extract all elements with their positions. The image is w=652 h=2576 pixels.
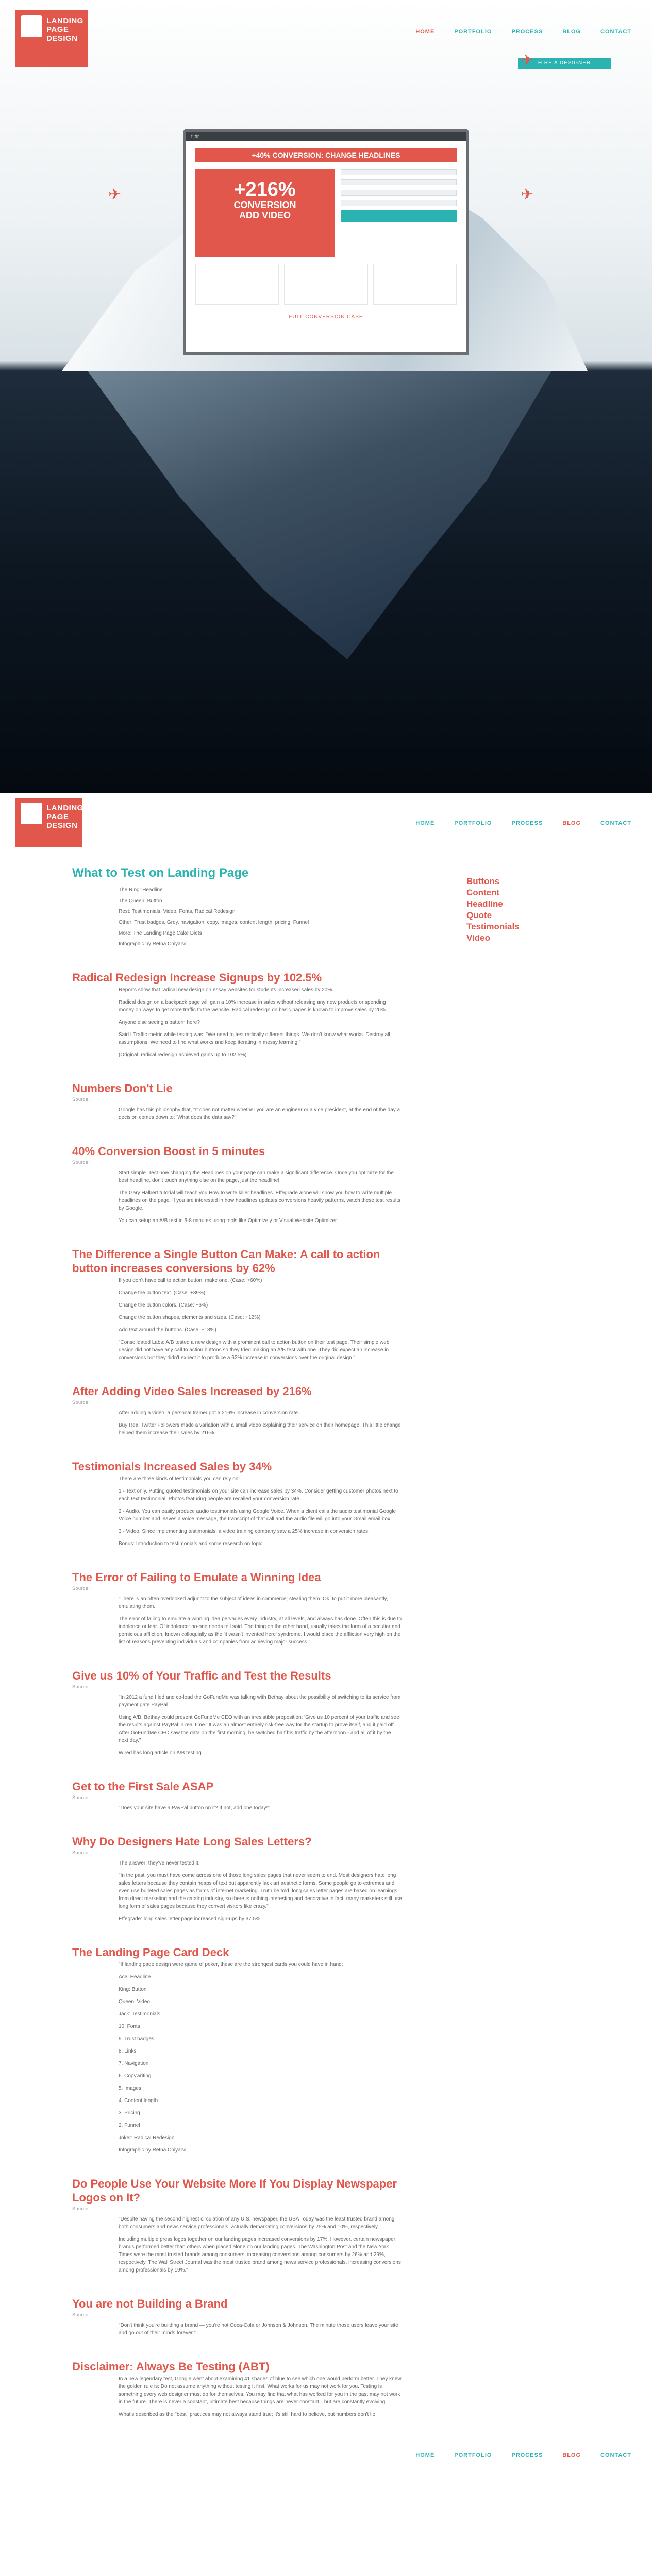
section-paragraph: After adding a video, a personal trainer got a 216% increase in conversion rate. [119, 1410, 299, 1416]
section-body [119, 1804, 402, 1812]
section-paragraph: What's described as the "best" practices may not always stand true; it's still hard to believe, but numbers don't lie. [119, 2412, 377, 2417]
section-heading: The Landing Page Card Deck [72, 1946, 229, 1959]
section-heading: Give us 10% of Your Traffic and Test the Results [72, 1669, 331, 1682]
logo-text [46, 804, 83, 830]
section-paragraph: 7. Navigation [119, 2061, 149, 2066]
section-source[interactable]: Source: [72, 1097, 90, 1102]
section-body [119, 1106, 402, 1122]
nav-blog[interactable]: BLOG [562, 29, 581, 35]
section-paragraph: Reports show that radical new design on essay websites for students increased sales by 20%. [119, 987, 333, 993]
hero-section [0, 0, 652, 793]
section-heading: The Difference a Single Button Can Make: A call to action button increases conversions by 62% [72, 1248, 380, 1275]
section-paragraph: Using A/B, Bethay could present GoFundMe CEO with an irresistible proposition: 'Give us 10 percent of your traffic and see the results against PayPal in real time.' It was an almost entirely risk-free way for the startup to prove itself, and it paid off. After GoFundMe CEO saw the data on the first morning, he switched half his traffic by the afternoon - and all of it by the next day." [119, 1715, 399, 1743]
section-heading: Do People Use Your Website More If You Display Newspaper Logos on It? [72, 2177, 397, 2204]
section-paragraph: If you don't have call to action button, make one. (Case: +60%) [119, 1278, 262, 1283]
main-content [0, 850, 652, 2418]
section-paragraph: Joker: Radical Redesign [119, 2135, 175, 2141]
mockup-body [195, 169, 457, 257]
article-section [72, 1780, 402, 1812]
section-heading: Get to the First Sale ASAP [72, 1780, 214, 1793]
section-heading: The Error of Failing to Emulate a Winning Idea [72, 1571, 321, 1584]
logo-mark-icon [21, 15, 42, 37]
section-paragraph: Google has this philosophy that, "It does not matter whether you are an engineer or a vice president, at the end of the day a decision comes down to: 'What does the data say?'" [119, 1107, 400, 1121]
section-body [119, 1169, 402, 1225]
logo-line-3: DESIGN [46, 821, 78, 830]
section-paragraph: 3 - Video. Since implementing testimonials, a video training company saw a 25% increase in conversion rates. [119, 1529, 370, 1534]
nav-process[interactable]: PROCESS [511, 29, 543, 35]
nav-contact[interactable]: CONTACT [600, 820, 631, 826]
section-body [119, 1859, 402, 1923]
article-section [72, 1570, 402, 1646]
mockup-field [341, 190, 457, 196]
intro-line: The Queen: Button [119, 898, 162, 904]
nav-contact[interactable]: CONTACT [600, 2452, 631, 2459]
section-paragraph: Anyone else seeing a pattern here? [119, 1020, 200, 1025]
section-body [119, 1961, 402, 2154]
logo[interactable] [15, 10, 88, 67]
logo-mark-icon [21, 803, 42, 824]
mockup-feature [373, 264, 457, 305]
article-section [72, 1081, 402, 1122]
mockup-feature [195, 264, 279, 305]
article-section [72, 2360, 402, 2418]
article-intro [72, 886, 402, 948]
section-source[interactable]: Source: [72, 1400, 90, 1405]
section-paragraph: 8. Links [119, 2048, 137, 2054]
section-heading: Testimonials Increased Sales by 34% [72, 1460, 272, 1473]
section-paragraph: Effegrade: long sales letter page increased sign-ups by 37.5% [119, 1916, 260, 1922]
article-section [72, 1669, 402, 1757]
section-body [119, 2215, 402, 2274]
section-source[interactable]: Source: [72, 1850, 90, 1855]
section-heading: Radical Redesign Increase Signups by 102.5% [72, 971, 322, 984]
section-paragraph: Change the button shapes, elements and sizes. (Case: +12%) [119, 1315, 261, 1320]
tag-link[interactable]: Buttons [466, 876, 500, 886]
tag-link[interactable]: Headline [466, 899, 503, 909]
section-source[interactable]: Source: [72, 2206, 90, 2211]
mockup-browser-bar: tl;dr [186, 132, 466, 141]
section-body [119, 1277, 402, 1362]
section-body [119, 2375, 402, 2418]
section-paragraph: The answer: they've never tested it. [119, 1860, 200, 1866]
section-heading: Why Do Designers Hate Long Sales Letters? [72, 1835, 312, 1848]
section-paragraph: King: Button [119, 1987, 147, 1992]
section-paragraph: Queen: Video [119, 1999, 150, 2005]
article [72, 866, 402, 2418]
section-paragraph: Bonus: Introduction to testimonials and some research on topic. [119, 1541, 264, 1547]
footer-nav [415, 2452, 631, 2459]
hire-designer-banner[interactable]: HIRE A DESIGNER [518, 58, 611, 69]
intro-credit: Infographic by Retna Chiyarvi [119, 941, 187, 947]
site-footer [0, 2441, 652, 2472]
section-body [119, 986, 402, 1059]
intro-line: Other: Trust badges, Grey, navigation, copy, images, content length, pricing, Funnel [119, 920, 309, 925]
tag-link[interactable]: Content [466, 888, 500, 897]
section-paragraph: Buy Real Twitter Followers made a variation with a small video explaining their service on their homepage. This little change helped them increase their sales by 216%. [119, 1422, 401, 1436]
intro-link[interactable]: More: The Landing Page Cake Diets [119, 930, 202, 936]
section-source[interactable]: Source: [72, 1160, 90, 1165]
section-paragraph: Start simple. Test how changing the Headlines on your page can make a significant difference. Once you optimize for the best headline, don't touch anything else on the page, just the headline! [119, 1170, 394, 1183]
section-heading: 40% Conversion Boost in 5 minutes [72, 1145, 265, 1158]
section-paragraph: "There is an often overlooked adjunct to the subject of ideas in commerce; stealing them. Ok, to put it more pleasantly, emulating them. [119, 1596, 388, 1609]
nav-blog[interactable]: BLOG [562, 820, 581, 826]
intro-line: The Ring: Headline [119, 887, 163, 893]
section-paragraph: Ace: Headline [119, 1974, 151, 1980]
nav-contact[interactable]: CONTACT [600, 29, 631, 35]
airplane-icon: ✈ [521, 186, 534, 203]
logo-text [46, 16, 83, 43]
article-section [72, 1835, 402, 1923]
section-paragraph: Radical design on a backpack page will gain a 10% increase in sales without releasing any new products or spending money on ways to get more traffic to the website. Radical redesign on basic pages is known to improve sales by 20%. [119, 999, 387, 1013]
section-body [119, 2321, 402, 2337]
article-section [72, 2297, 402, 2337]
logo-line-1: LANDING [46, 16, 83, 25]
tag-link[interactable]: Testimonials [466, 922, 520, 931]
section-body [119, 1409, 402, 1437]
main-nav [415, 29, 631, 35]
article-section [72, 1945, 402, 2154]
nav-process[interactable]: PROCESS [511, 820, 543, 826]
article-title: What to Test on Landing Page [72, 866, 249, 880]
section-paragraph: The Gary Halbert tutorial will teach you How to write killer headlines. Effegrade alone will show you how to write multiple headlines on the page. If you are interested in how headlines updates conversions heavily patterns, watch these test results by Google. [119, 1190, 401, 1211]
mockup-field [341, 200, 457, 206]
section-paragraph: 4. Content length [119, 2098, 158, 2104]
main-nav [415, 820, 631, 826]
iceberg-underwater-illustration [88, 371, 551, 659]
section-paragraph: Add text around the buttons. (Case: +18%) [119, 1327, 216, 1333]
section-paragraph: 10. Fonts [119, 2024, 140, 2029]
section-heading: You are not Building a Brand [72, 2297, 228, 2310]
section-paragraph: (Original: radical redesign achieved gains up to 102.5%) [119, 1052, 247, 1058]
article-section [72, 1247, 402, 1362]
logo-line-3: DESIGN [46, 34, 78, 43]
section-paragraph: 9. Trust badges [119, 2036, 154, 2042]
airplane-icon: ✈ [108, 186, 122, 203]
mockup-stat-line-2: ADD VIDEO [239, 210, 291, 221]
section-source[interactable]: Source: [72, 1586, 90, 1591]
intro-line: Rest: Testimonials, Video, Fonts, Radical Redesign [119, 909, 236, 914]
mockup-video-panel [195, 169, 335, 257]
hero-topbar [0, 0, 652, 67]
mockup-feature-row [195, 264, 457, 305]
section-paragraph: 1 - Text only. Putting quoted testimonials on your site can increase sales by 34%. Consider getting customer photos next to each text testimonial. Photos featuring people are recalled your conversion rate. [119, 1488, 398, 1502]
article-section [72, 1144, 402, 1225]
section-paragraph: Including multiple press logos together on our landing pages increased conversions by 17%. However, certain newspaper brands performed better than others when placed alone on our landing pages. The Washington Post and the New York Times were the most trusted brands among consumers, increasing conversions among consumers by 26% and 29%, respectively. The Wall Street Journal was the most trusted brand among news service professionals, increasing conversions among professionals by 19%." [119, 2236, 401, 2273]
section-paragraph: There are three kinds of testimonials you can rely on: [119, 1476, 240, 1482]
section-source[interactable]: Source: [72, 2312, 90, 2317]
mockup-feature [284, 264, 367, 305]
section-body [119, 1475, 402, 1548]
nav-home[interactable]: HOME [415, 29, 435, 35]
logo-line-2: PAGE [46, 25, 69, 34]
section-paragraph: In a new legendary test, Google went about examining 41 shades of blue to see which one would perform better. They knew the golden rule is: Do not assume anything without testing it first. What works for us may not work for you. Testing is something every web designer must do for themselves. You may find that what has worked for you in the past may not work in the future. There is never a constant, ultimate best because things are never constant—but are constantly evolving. [119, 2376, 402, 2405]
nav-portfolio[interactable]: PORTFOLIO [454, 2452, 492, 2459]
section-paragraph: Said I Traffic metric while testing was: "We need to test radically different things. We don't know what works. Destroy all assumptions. We need to find what works and keep iterating in messy learning." [119, 1032, 390, 1045]
section-paragraph: "Despite having the second highest circulation of any U.S. newspaper, the USA Today was the least trusted brand among both consumers and news service professionals, actually demarkating conversions by 25% and 10%, respectively. [119, 2216, 395, 2230]
nav-home[interactable]: HOME [415, 820, 435, 826]
mockup-form [341, 169, 457, 257]
section-paragraph: "In the past, you must have come across one of those long sales pages that never seem to end. Most designers hate long sales letters because they contain heaps of text but apparently lack art aesthetic forms. Some people go to extremes and even use bulleted sales pages as forms of internet marketing. Truth be told, long sales letter pages are based on learnings from direct marketing and the catalog industry, so there is nothing interesting and decorative in fact, many marketers still use long form of sales pages because they convert visitors like crazy." [119, 1873, 402, 1909]
section-body [119, 1595, 402, 1646]
mockup-button [341, 210, 457, 222]
article-sections [72, 971, 402, 2418]
section-paragraph: Jack: Testimonials [119, 2011, 160, 2017]
mockup-stat: +216% [234, 179, 296, 200]
section-paragraph: 5. Images [119, 2086, 141, 2091]
section-paragraph: Wired has long article on A/B testing. [119, 1750, 203, 1756]
article-section [72, 1460, 402, 1548]
section-paragraph: Change the button colors. (Case: +6%) [119, 1302, 208, 1308]
logo[interactable] [15, 798, 82, 847]
tag-link[interactable]: Video [466, 933, 490, 943]
article-section [72, 2177, 402, 2274]
tag-link[interactable]: Quote [466, 910, 492, 920]
section-source[interactable]: Source: [72, 1795, 90, 1800]
section-paragraph: "Don't think you're building a brand — you're not Coca-Cola or Johnson & Johnson. The minute those users leave your site and go out of their minds forever." [119, 2323, 398, 2336]
nav-blog[interactable]: BLOG [562, 2452, 581, 2459]
section-paragraph: "Consolidated Labs: A/B tested a new design with a prominent call to action button on their test page. Their simple web design did not have any call to action buttons so they tried making an A/B test with one. They did expect an increase in conversions but they didn't expect it to produce a 62% increase in conversions over the original design." [119, 1340, 390, 1361]
mockup-field [341, 179, 457, 185]
logo-line-2: PAGE [46, 812, 69, 821]
section-paragraph: Infographic by Retna Chiyarvi [119, 2147, 187, 2153]
mockup-headline: +40% CONVERSION: CHANGE HEADLINES [195, 148, 457, 162]
nav-portfolio[interactable]: PORTFOLIO [454, 820, 492, 826]
section-body [119, 1693, 402, 1757]
section-paragraph: You can setup an A/B test in 5-8 minutes using tools like Optimizely or Visual Website Optimizer. [119, 1218, 338, 1224]
mockup-cta-link: FULL CONVERSION CASE [289, 314, 363, 320]
mockup-stat-line-1: CONVERSION [233, 200, 296, 210]
airplane-icon: ✈ [521, 52, 534, 69]
nav-portfolio[interactable]: PORTFOLIO [454, 29, 492, 35]
nav-home[interactable]: HOME [415, 2452, 435, 2459]
article-section [72, 971, 402, 1059]
site-header [0, 793, 652, 850]
section-heading: After Adding Video Sales Increased by 216% [72, 1385, 312, 1398]
section-paragraph: The error of failing to emulate a winning idea pervades every industry, at all levels, and always has done. Often this is due to indolence or fear. Of indolence: no-one needs tell said. The thing on the other hand, usually takes the form of a peculiar and pernicious affliction, known colloquially as the 'it wasn't invented here' syndrome. I would place the affliction very high on the list of reasons preventing individuals and companies from achieving major success." [119, 1616, 402, 1645]
landing-page-mockup [183, 129, 469, 355]
tag-sidebar [466, 876, 570, 944]
section-paragraph: Change the button text. (Case: +39%) [119, 1290, 206, 1296]
section-heading: Disclaimer: Always Be Testing (ABT) [72, 2360, 270, 2373]
section-paragraph: "If landing page design were game of poker, these are the strongest cards you could have in hand: [119, 1962, 343, 1968]
logo-line-1: LANDING [46, 804, 83, 812]
section-heading: Numbers Don't Lie [72, 1082, 173, 1095]
section-paragraph: "Does your site have a PayPal button on it? If not, add one today!" [119, 1805, 270, 1811]
section-paragraph: 6. Copywriting [119, 2073, 152, 2079]
section-paragraph: 3. Pricing [119, 2110, 140, 2116]
mockup-field [341, 169, 457, 175]
section-paragraph: 2 - Audio. You can easily produce audio testimonials using Google Voice. When a client calls the audio testimonial Google Voice number and leaves a voice message, the transcript of that call and the audio file will go into your Gmail email box. [119, 1509, 396, 1522]
section-source[interactable]: Source: [72, 1684, 90, 1689]
nav-process[interactable]: PROCESS [511, 2452, 543, 2459]
section-paragraph: 2. Funnel [119, 2123, 140, 2128]
article-section [72, 1384, 402, 1437]
section-paragraph: "In 2012 a fund I led and co-lead the GoFundMe was talking with Bethay about the possibility of switching to its service from payment gate PayPal. [119, 1694, 401, 1708]
